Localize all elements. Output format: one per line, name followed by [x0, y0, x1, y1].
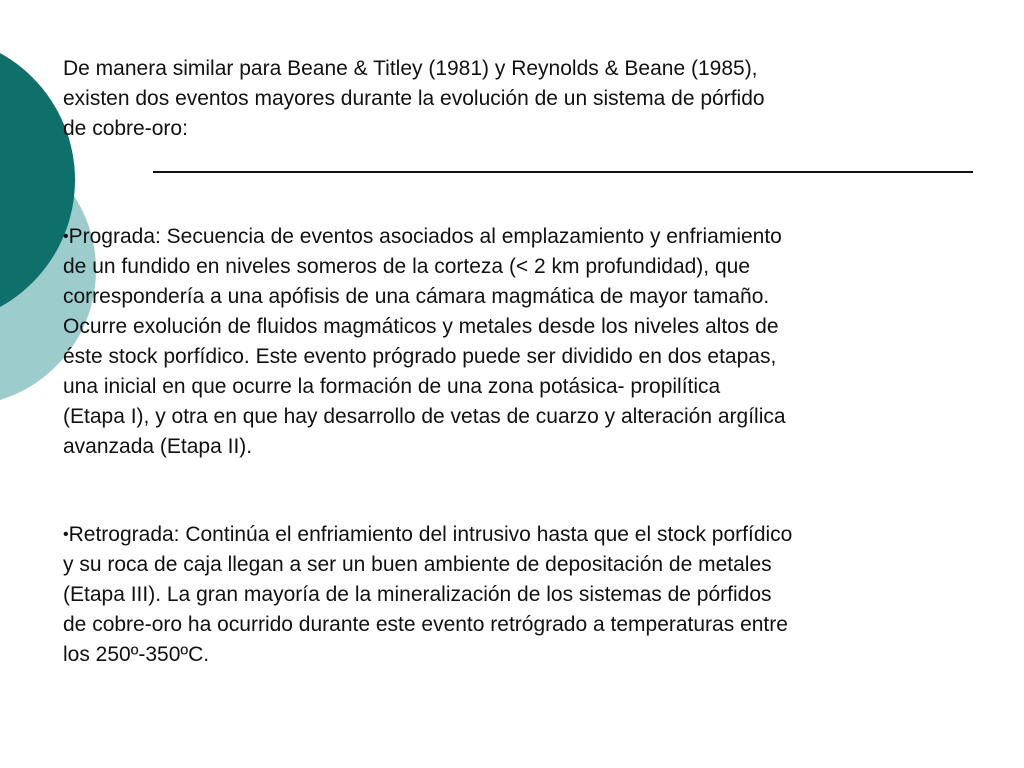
bullet-line: Ocurre exolución de fluidos magmáticos y metales desde los niveles altos de: [63, 315, 779, 338]
bullet-text: Prograda: Secuencia de eventos asociados al emplazamiento y enfriamiento: [68, 225, 782, 248]
bullet-line: correspondería a una apófisis de una cámara magmática de mayor tamaño.: [63, 285, 770, 308]
bullet-icon: •: [63, 526, 69, 543]
intro-line: De manera similar para Beane & Titley (1981) y Reynolds & Beane (1985),: [63, 57, 758, 80]
intro-line: existen dos eventos mayores durante la evolución de un sistema de pórfido: [63, 87, 765, 110]
bullet-line: los 250º-350ºC.: [63, 643, 210, 666]
bullet-line: éste stock porfídico. Este evento prógrado puede ser dividido en dos etapas,: [63, 345, 777, 368]
bullet-line: (Etapa III). La gran mayoría de la mineralización de los sistemas de pórfidos: [63, 583, 772, 606]
bullet-line: de un fundido en niveles someros de la corteza (< 2 km profundidad), que: [63, 255, 751, 278]
bullet-line: (Etapa I), y otra en que hay desarrollo de vetas de cuarzo y alteración argílica: [63, 405, 786, 428]
bullet-icon: •: [63, 228, 69, 245]
bullet-line: y su roca de caja llegan a ser un buen ambiente de depositación de metales: [63, 553, 772, 576]
bullet-line: avanzada (Etapa II).: [63, 435, 253, 458]
bullet-first-line: [63, 520, 792, 550]
bullet-line: una inicial en que ocurre la formación de una zona potásica- propilítica: [63, 375, 721, 398]
bullet-text: Retrograda: Continúa el enfriamiento del intrusivo hasta que el stock porfídico: [68, 523, 793, 546]
bullet-first-line: [63, 222, 782, 252]
horizontal-rule: [153, 171, 973, 173]
intro-line: de cobre-oro:: [63, 117, 188, 140]
bullet-line: de cobre-oro ha ocurrido durante este evento retrógrado a temperaturas entre: [63, 613, 788, 636]
